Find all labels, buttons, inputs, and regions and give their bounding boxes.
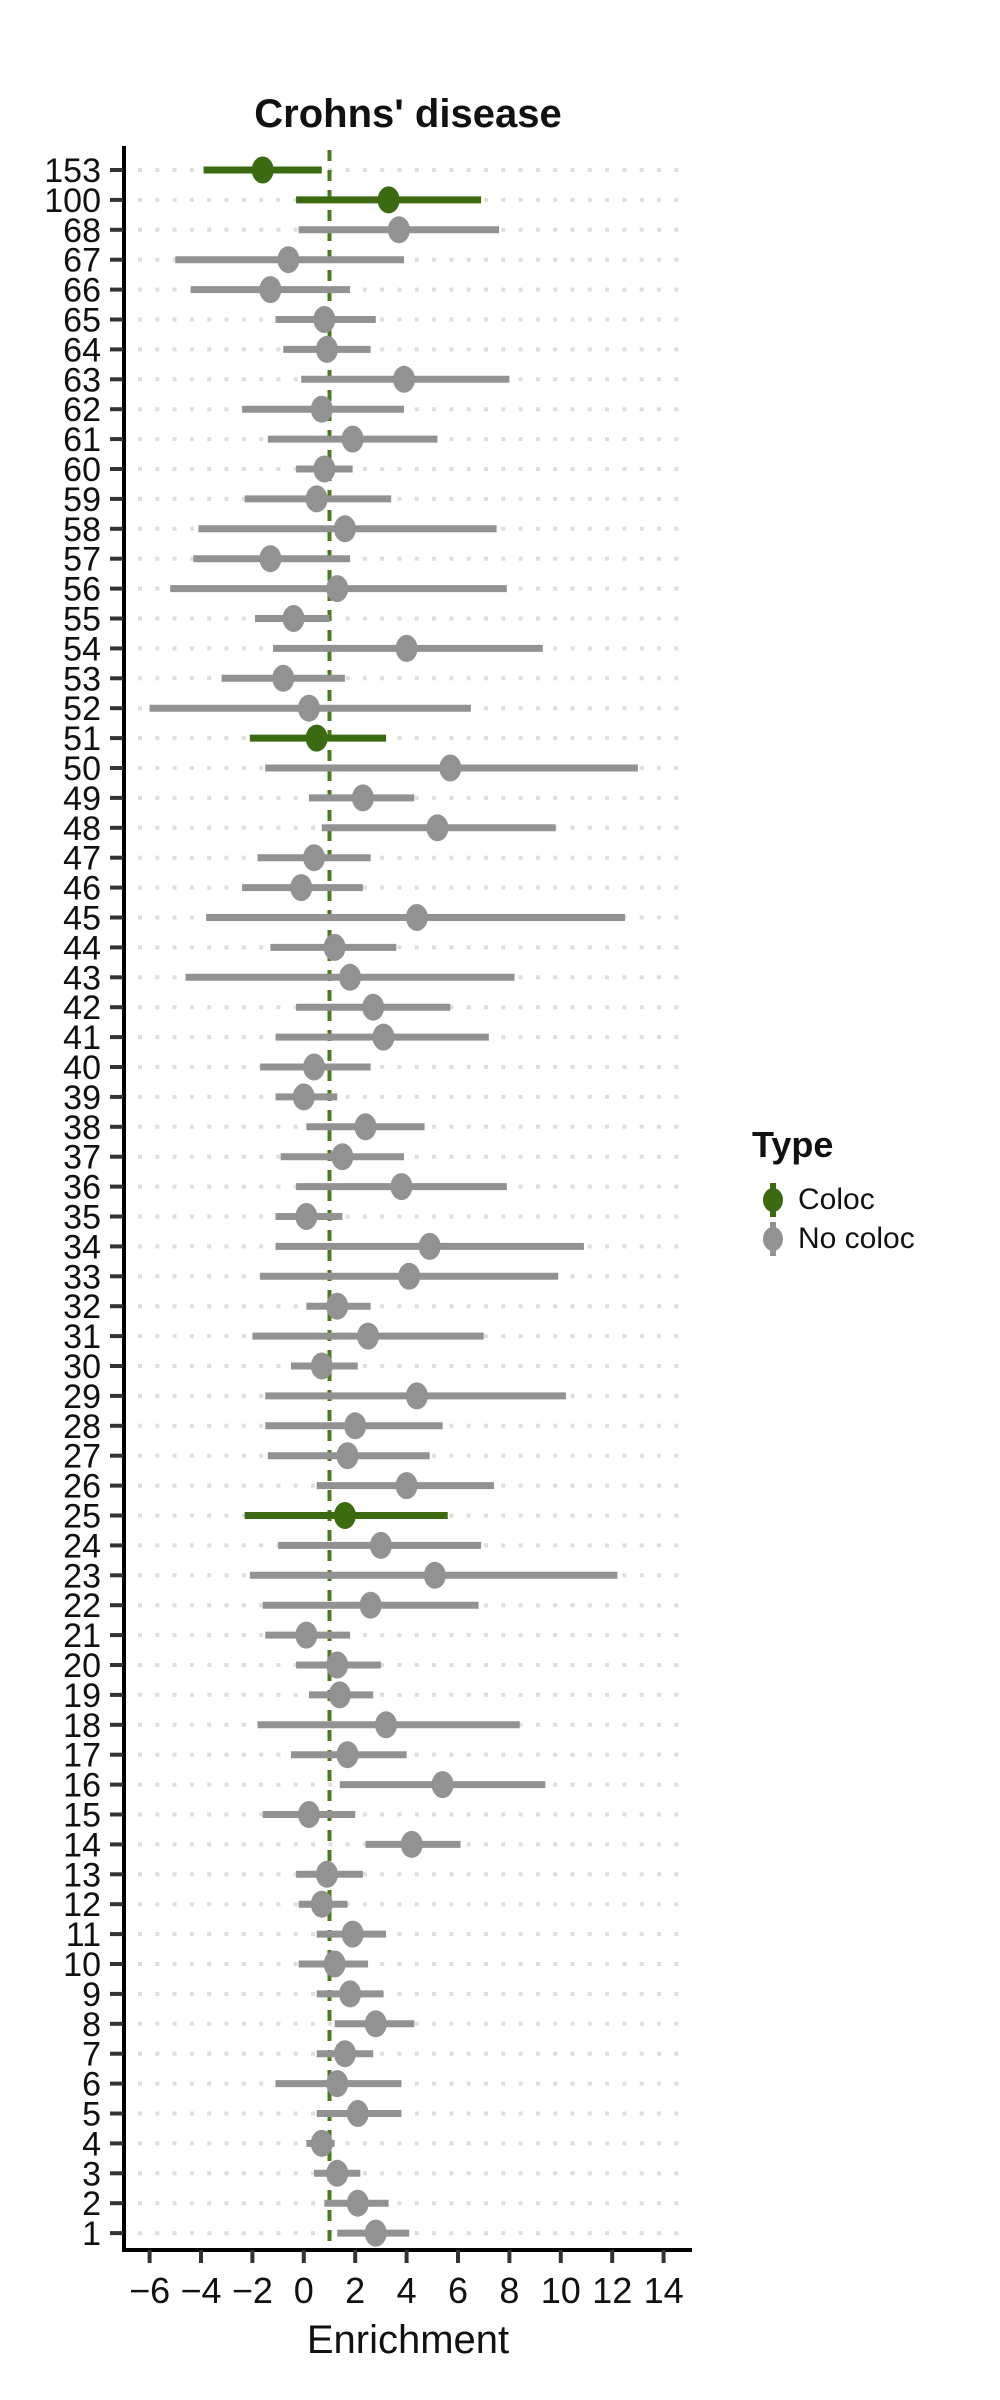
point-row-36 xyxy=(390,1173,412,1200)
point-row-17 xyxy=(336,1741,358,1768)
y-tick-label-15: 15 xyxy=(63,1796,101,1835)
point-row-11 xyxy=(342,1921,364,1948)
legend-item-coloc xyxy=(752,1180,915,1219)
y-tick-label-48: 48 xyxy=(63,809,101,848)
point-row-53 xyxy=(272,665,294,692)
point-row-43 xyxy=(339,964,361,991)
y-tick-label-43: 43 xyxy=(63,959,101,998)
y-tick-label-24: 24 xyxy=(63,1527,101,1566)
y-tick-label-14: 14 xyxy=(63,1826,101,1865)
y-tick-label-60: 60 xyxy=(63,451,101,489)
point-row-45 xyxy=(406,904,428,931)
point-row-44 xyxy=(324,934,346,961)
y-tick-label-44: 44 xyxy=(63,929,101,968)
point-row-62 xyxy=(311,396,333,423)
point-row-19 xyxy=(329,1681,351,1708)
point-row-100 xyxy=(378,186,400,213)
point-row-48 xyxy=(426,814,448,841)
point-row-37 xyxy=(331,1143,353,1170)
point-row-8 xyxy=(365,2010,387,2037)
y-tick-label-31: 31 xyxy=(63,1318,101,1357)
point-row-54 xyxy=(396,635,418,662)
point-row-66 xyxy=(259,276,281,303)
point-row-18 xyxy=(375,1711,397,1738)
y-tick-label-17: 17 xyxy=(63,1736,101,1775)
y-tick-label-67: 67 xyxy=(63,241,101,280)
point-row-25 xyxy=(334,1502,356,1529)
y-tick-label-51: 51 xyxy=(63,720,101,759)
x-tick-label-4: 4 xyxy=(396,2270,417,2311)
x-tick-label-0: 0 xyxy=(293,2270,314,2311)
y-tick-label-65: 65 xyxy=(63,301,101,340)
y-tick-label-46: 46 xyxy=(63,869,101,908)
y-tick-label-53: 53 xyxy=(63,660,101,699)
y-tick-label-16: 16 xyxy=(63,1766,101,1805)
y-tick-label-59: 59 xyxy=(63,480,101,519)
point-row-6 xyxy=(326,2070,348,2097)
x-tick-label-−2: −2 xyxy=(231,2270,273,2311)
point-row-153 xyxy=(252,157,274,184)
y-tick-label-11: 11 xyxy=(65,1916,101,1955)
legend-label-coloc: Coloc xyxy=(798,1182,875,1216)
point-row-60 xyxy=(313,456,335,483)
x-tick-label-2: 2 xyxy=(345,2270,366,2311)
y-tick-label-33: 33 xyxy=(63,1258,101,1297)
y-tick-label-19: 19 xyxy=(63,1676,101,1715)
point-row-57 xyxy=(259,545,281,572)
y-tick-label-9: 9 xyxy=(82,1975,101,2014)
x-tick-label-−6: −6 xyxy=(129,2270,171,2311)
y-tick-label-47: 47 xyxy=(63,839,101,878)
point-row-58 xyxy=(334,515,356,542)
y-tick-label-34: 34 xyxy=(63,1228,101,1267)
y-tick-label-12: 12 xyxy=(63,1886,101,1925)
point-row-26 xyxy=(396,1472,418,1499)
y-tick-label-25: 25 xyxy=(63,1497,101,1536)
y-tick-label-50: 50 xyxy=(63,750,101,788)
y-tick-label-18: 18 xyxy=(63,1706,101,1745)
point-row-32 xyxy=(326,1293,348,1320)
y-tick-label-21: 21 xyxy=(63,1617,101,1656)
y-tick-label-61: 61 xyxy=(63,421,101,460)
x-axis-title: Enrichment xyxy=(306,2318,510,2362)
point-row-46 xyxy=(290,874,312,901)
point-row-31 xyxy=(357,1323,379,1350)
y-tick-label-3: 3 xyxy=(82,2155,101,2194)
point-row-21 xyxy=(295,1622,317,1649)
point-row-30 xyxy=(311,1353,333,1380)
y-tick-label-32: 32 xyxy=(63,1288,101,1327)
y-tick-label-26: 26 xyxy=(63,1467,101,1506)
x-tick-label-10: 10 xyxy=(540,2270,581,2311)
y-tick-label-40: 40 xyxy=(63,1049,101,1087)
x-tick-label-14: 14 xyxy=(643,2270,684,2311)
y-tick-label-68: 68 xyxy=(63,211,101,250)
point-row-3 xyxy=(326,2160,348,2187)
chart-title: Crohns' disease xyxy=(254,92,562,136)
point-row-63 xyxy=(393,366,415,393)
point-row-61 xyxy=(342,426,364,453)
y-tick-label-49: 49 xyxy=(63,779,101,818)
point-row-38 xyxy=(354,1113,376,1140)
y-tick-label-5: 5 xyxy=(82,2095,101,2134)
y-tick-label-42: 42 xyxy=(63,989,101,1028)
point-row-35 xyxy=(295,1203,317,1230)
point-row-68 xyxy=(388,216,410,243)
point-row-47 xyxy=(303,844,325,871)
y-tick-label-66: 66 xyxy=(63,271,101,310)
point-row-4 xyxy=(311,2130,333,2157)
y-tick-label-35: 35 xyxy=(63,1198,101,1237)
point-row-64 xyxy=(316,336,338,363)
y-tick-label-41: 41 xyxy=(63,1019,101,1058)
y-tick-label-45: 45 xyxy=(63,899,101,938)
y-tick-label-29: 29 xyxy=(63,1377,101,1416)
legend-item-no-coloc xyxy=(752,1219,915,1258)
point-row-33 xyxy=(398,1263,420,1290)
y-tick-label-8: 8 xyxy=(82,2005,101,2044)
coloc-pointrange-icon xyxy=(760,1178,786,1222)
point-row-65 xyxy=(313,306,335,333)
point-row-27 xyxy=(336,1442,358,1469)
y-tick-label-30: 30 xyxy=(63,1348,101,1386)
point-row-67 xyxy=(277,246,299,273)
y-tick-label-100: 100 xyxy=(44,181,101,220)
y-tick-label-23: 23 xyxy=(63,1557,101,1596)
y-tick-label-63: 63 xyxy=(63,361,101,400)
point-row-56 xyxy=(326,575,348,602)
y-tick-label-57: 57 xyxy=(63,540,101,579)
y-tick-label-58: 58 xyxy=(63,510,101,549)
x-tick-label-8: 8 xyxy=(499,2270,520,2311)
y-tick-label-62: 62 xyxy=(63,391,101,430)
y-tick-label-36: 36 xyxy=(63,1168,101,1207)
y-tick-label-2: 2 xyxy=(82,2185,101,2224)
y-tick-label-20: 20 xyxy=(63,1647,101,1685)
point-row-15 xyxy=(298,1801,320,1828)
point-row-24 xyxy=(370,1532,392,1559)
legend-label-no-coloc: No coloc xyxy=(798,1221,915,1255)
no-coloc-pointrange-icon xyxy=(760,1217,786,1261)
point-row-22 xyxy=(360,1592,382,1619)
y-tick-label-153: 153 xyxy=(44,152,101,190)
y-tick-label-7: 7 xyxy=(82,2035,101,2074)
point-row-28 xyxy=(344,1412,366,1439)
legend-title: Type xyxy=(752,1124,834,1165)
point-row-16 xyxy=(432,1771,454,1798)
point-row-23 xyxy=(424,1562,446,1589)
point-row-51 xyxy=(306,725,328,752)
y-tick-label-56: 56 xyxy=(63,570,101,609)
y-tick-label-64: 64 xyxy=(63,331,101,370)
point-row-7 xyxy=(334,2040,356,2067)
point-row-20 xyxy=(326,1652,348,1679)
legend xyxy=(752,1124,915,1258)
y-tick-label-39: 39 xyxy=(63,1078,101,1117)
x-tick-label-−4: −4 xyxy=(180,2270,222,2311)
point-row-29 xyxy=(406,1382,428,1409)
point-row-55 xyxy=(283,605,305,632)
x-tick-label-6: 6 xyxy=(447,2270,469,2311)
point-row-41 xyxy=(372,1024,394,1051)
point-row-9 xyxy=(339,1980,361,2007)
y-tick-label-22: 22 xyxy=(63,1587,101,1626)
point-row-1 xyxy=(365,2220,387,2247)
point-row-39 xyxy=(293,1083,315,1110)
point-row-12 xyxy=(311,1891,333,1918)
y-tick-label-38: 38 xyxy=(63,1108,101,1147)
point-row-52 xyxy=(298,695,320,722)
y-tick-label-55: 55 xyxy=(63,600,101,639)
y-tick-label-52: 52 xyxy=(63,690,101,729)
y-tick-label-27: 27 xyxy=(63,1437,101,1476)
point-row-14 xyxy=(401,1831,423,1858)
point-row-42 xyxy=(362,994,384,1021)
y-tick-label-28: 28 xyxy=(63,1407,101,1446)
point-row-59 xyxy=(306,485,328,512)
y-tick-label-13: 13 xyxy=(63,1856,101,1895)
point-row-34 xyxy=(419,1233,441,1260)
point-row-5 xyxy=(347,2100,369,2127)
point-row-49 xyxy=(352,784,374,811)
y-tick-label-54: 54 xyxy=(63,630,101,669)
y-tick-label-37: 37 xyxy=(63,1138,101,1177)
point-row-2 xyxy=(347,2190,369,2217)
point-row-10 xyxy=(324,1951,346,1978)
point-row-50 xyxy=(439,755,461,782)
y-tick-label-10: 10 xyxy=(63,1946,101,1984)
y-tick-label-1: 1 xyxy=(82,2215,101,2254)
x-tick-label-12: 12 xyxy=(592,2270,633,2311)
y-tick-label-4: 4 xyxy=(82,2125,101,2164)
point-row-40 xyxy=(303,1054,325,1081)
y-tick-label-6: 6 xyxy=(82,2065,101,2104)
point-row-13 xyxy=(316,1861,338,1888)
